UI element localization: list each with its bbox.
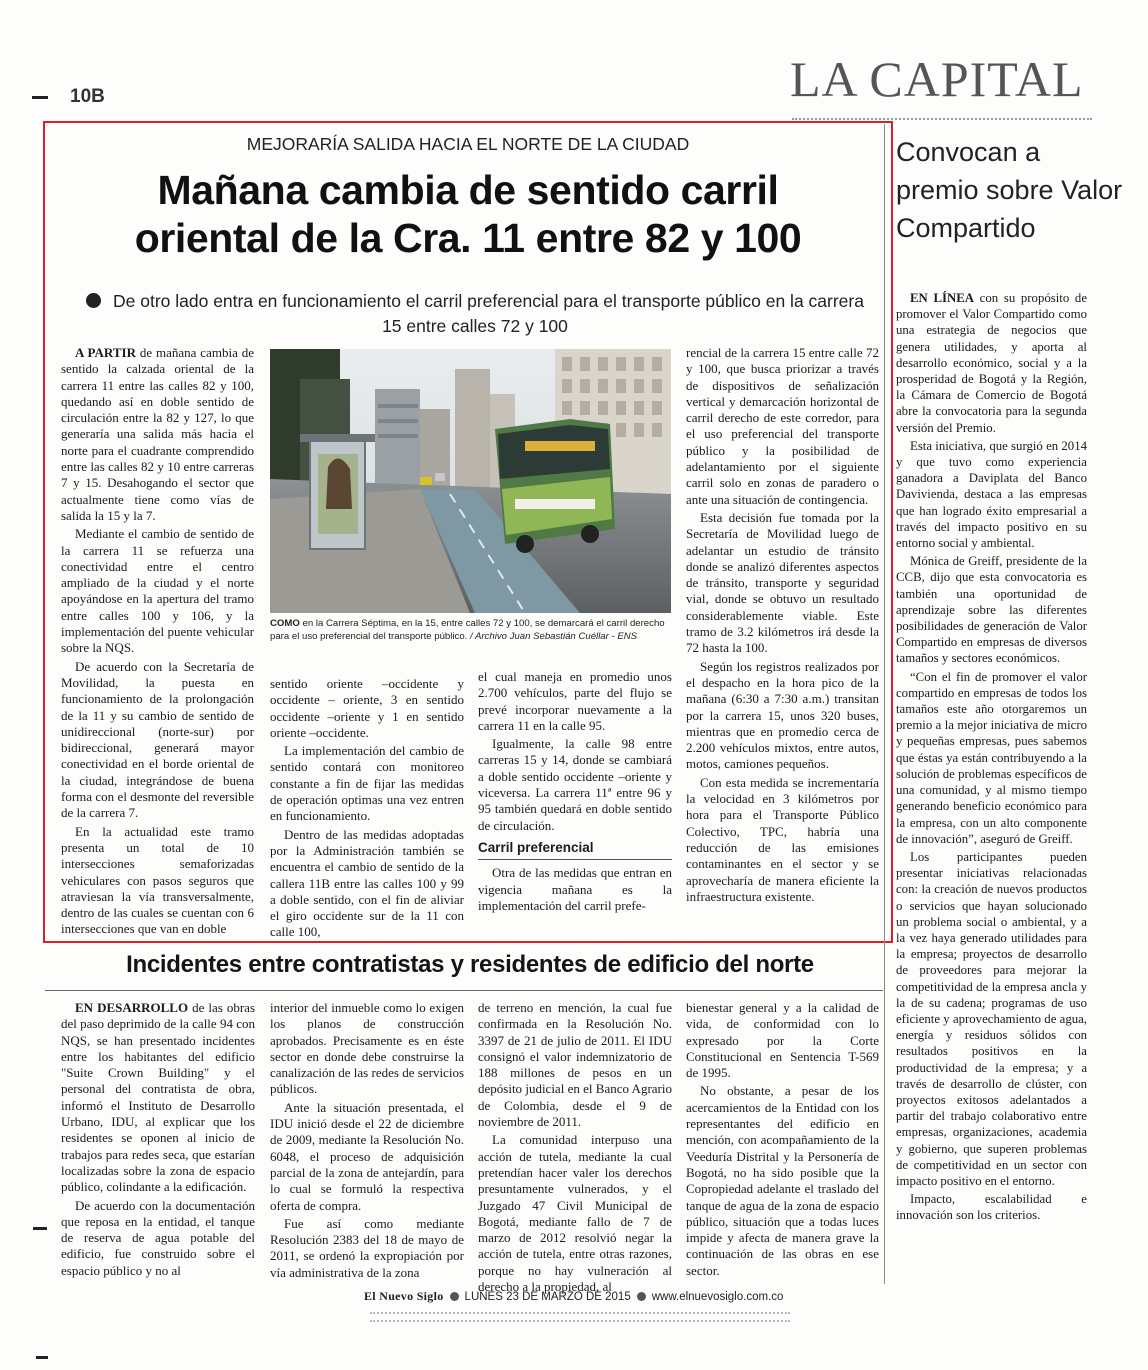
lead-in: EN LÍNEA: [910, 291, 974, 305]
headline-rule: [45, 990, 883, 991]
paragraph: Con esta medida se incrementaría la velocidad en 3 kilómetros por hora para el Transporte Público Colectivo, TPC, habría una reducción de las emisiones contaminantes en el sector y se aprovecharía de manera eficiente la infraestructura existente.: [686, 774, 879, 904]
paragraph: [896, 290, 1087, 436]
column-divider: [884, 124, 885, 1284]
page-number: 10B: [70, 86, 105, 107]
paragraph: “Con el fin de promover el valor compartido en empresas de todos los tamaños este año otorgaremos un premio a la mejor iniciativa de micro y pequeñas empresas, pues sabemos que éstas ya están contribuyendo a la solución de problemas específicos de una comunidad, y al mismo tiempo generando beneficio económico para la empresa, con un alto componente de innovación”, aseguró de Greiff.: [896, 669, 1087, 846]
section-masthead: LA CAPITAL: [790, 51, 1084, 107]
bus-lane-photo: [270, 349, 671, 613]
paragraph: [61, 345, 254, 524]
paragraph-text: de las obras del paso deprimido de la calle 94 con NQS, se han presentado incidentes entre los habitantes del edificio "Suite Crown Building" y el personal del contratista de obra, informó el Instituto de Desarrollo Urbano, IDU, al explicar que los residentes se oponen al inicio de trabajos para redes seca, que estarían localizadas sobre la zona de espacio público, colindante a la edificación.: [61, 1000, 255, 1195]
paragraph: interior del inmueble como lo exigen los planos de construcción aprobados. Precisamente es en éste sector en donde debe construirse la canalización de las redes de servicios públicos.: [270, 1000, 464, 1097]
second-article-headline: Incidentes entre contratistas y residentes de edificio del norte: [126, 951, 814, 978]
second-article-column-1: [61, 1000, 255, 1281]
paragraph: Impacto, escalabilidad e innovación son los criterios.: [896, 1192, 1087, 1223]
article-photo: [270, 349, 671, 613]
footer-brand: El Nuevo Siglo: [364, 1289, 444, 1303]
article-column-2: [270, 676, 464, 943]
second-article-column-3: [478, 1000, 672, 1297]
paragraph: Esta decisión fue tomada por la Secretaría de Movilidad luego de adelantar un estudio de tránsito donde se analizó diferentes aspectos de tránsito, transporte y seguridad vial, donde se obtuvo un resultado considerablemente viable. Este tramo de 3.2 kilómetros irá desde la 72 hasta la 100.: [686, 509, 879, 656]
footer-date: LUNES 23 DE MARZO DE 2015: [464, 1291, 631, 1303]
footer-url: www.elnuevosiglo.com.co: [651, 1291, 784, 1303]
bullet-icon: [86, 293, 101, 308]
paragraph: Dentro de las medidas adoptadas por la Administración también se encuentra el cambio de sentido de la callera 11B entre las calles 100 y 99 a doble sentido, con el fin de aliviar el giro occidente sur de la 11 con calle 100,: [270, 826, 464, 940]
paragraph: Mónica de Greiff, presidente de la CCB, dijo que esta convocatoria es también una oportunidad de aprendizaje sobre las diferentes posibilidades de generación de Valor Compartido en empresas de diversos tamaños y sectores económicos.: [896, 554, 1087, 666]
second-article-column-2: [270, 1000, 464, 1283]
sidebar-headline: Convocan a premio sobre Valor Compartido: [896, 137, 1123, 243]
paragraph: Mediante el cambio de sentido de la carrera 11 se refuerza una conectividad entre el centro ampliado de la ciudad y el norte apoyándose en la apertura del tramo entre calles 100 y 106, y la implementación del puente vehicular sobre la NQS.: [61, 526, 254, 656]
section-subheading: Carril preferencial: [478, 839, 594, 855]
bullet-icon: [450, 1292, 459, 1301]
margin-mark: [33, 1227, 47, 1230]
paragraph: Según los registros realizados por el despacho en la hora pico de la mañana (6:30 a 7:30 a.m.) transitan por la carrera 15, unos 320 buses, mientras que en promedio cerca de 2.200 vehículos mixtos, entre autos, motos, camiones pequeños.: [686, 658, 879, 772]
subhead-text: De otro lado entra en funcionamiento el carril preferencial para el transporte público en la carrera 15 entre calles 72 y 100: [113, 291, 864, 336]
paragraph: No obstante, a pesar de los acercamientos de la Entidad con los representantes del edificio en mención, con acompañamiento de la Veeduría Distrital y la Personería de Bogotá, no ha sido posible que la Copropiedad adelante el traslado del tanque de agua de la zona de espacio público, situación que a todas luces impide y afecta de manera grave la continuación de las obras en ese sector.: [686, 1083, 879, 1278]
paragraph: el cual maneja en promedio unos 2.700 vehículos, parte del flujo se prevé incorporar nuevamente a la carrera 11 en la calle 95.: [478, 669, 672, 733]
paragraph: de terreno en mención, la cual fue confirmada en la Resolución No. 3397 de 21 de julio de 2011. El IDU consignó el valor indemnizatorio de 188 millones de pesos en un depósito judicial en el Banco Agrario de Colombia, desde el 9 de noviembre de 2011.: [478, 1000, 672, 1130]
paragraph: Fue así como mediante Resolución 2383 del 18 de mayo de 2011, se ordenó la expropiación por vía administrativa de la zona: [270, 1215, 464, 1280]
paragraph: Esta iniciativa, que surgió en 2014 y que tuvo como experiencia ganadora a Daviplata del Banco Davivienda, destaca a las empresas que han logrado éxito empresarial a través del impacto positivo en su entorno social y ambiental.: [896, 438, 1087, 551]
article-kicker: MEJORARÍA SALIDA HACIA EL NORTE DE LA CIUDAD: [246, 134, 690, 154]
paragraph-text: con su propósito de promover el Valor Compartido como una estrategia de negocios que genera utilidades, y aporta al desarrollo económico, social y a la prosperidad de Bogotá y la Región, la Cámara de Comercio de Bogotá abre la convocatoria para la segunda versión del Premio.: [896, 291, 1087, 435]
lead-in: A PARTIR: [75, 345, 136, 360]
paragraph: De acuerdo con la documentación que reposa en la entidad, el tanque de reserva de agua potable del edificio, fue construido sobre el espacio público y no al: [61, 1197, 255, 1278]
lead-in: EN DESARROLLO: [75, 1000, 189, 1015]
article-headline: [55, 166, 881, 262]
paragraph: bienestar general y a la calidad de vida, de conformidad con lo expresado por la Corte Constitucional en Sentencia T-569 de 1995.: [686, 1000, 879, 1081]
article-column-1: [61, 345, 254, 940]
footer-faint-line: [370, 1312, 790, 1322]
paragraph-text: de mañana cambia de sentido la calzada oriental de la carrera 11 entre las calles 82 y 100, quedando así en doble sentido de circulación entre la 82 y 127, lo que generaría una salida más hacia el norte para el cuadrante comprendido entre las calles 82 y 10 entre carreras 7 y 15. Desahogando el sector que actualmente tiene como vías de salida la 15 y la 7.: [61, 345, 254, 523]
paragraph: En la actualidad este tramo presenta un total de 10 intersecciones semaforizadas vehiculares con pasos seguros que atraviesan la vía transversalmente, dentro de las cuales se cuentan con 6 intersecciones que van en doble: [61, 823, 254, 937]
paragraph: La implementación del cambio de sentido contará con monitoreo constante a fin de fijar las medidas de operación optimas una vez entren en funcionamiento.: [270, 743, 464, 824]
sidebar-column: [896, 290, 1087, 1226]
second-article-column-4: [686, 1000, 879, 1281]
margin-mark: [36, 1356, 48, 1359]
paragraph: La comunidad interpuso una acción de tutela, mediante la cual pretendían hacer valer los derechos presuntamente vulnerados, y el Juzgado 47 Civil Municipal de Bogotá, mediante fallo de 7 de marzo de 2012 resolvió negar la acción de tutela, entre otras razones, porque no hay vulneración al derecho a la propiedad, al: [478, 1132, 672, 1295]
paragraph: De acuerdo con la Secretaría de Movilidad, la puesta en funcionamiento de la prolongación de la 11 y su cambio de sentido de unidireccional (norte-sur) por bidireccional, generará mayor conectividad en el borde oriental de la ciudad, integrándose de buena forma con el desmonte del reversible de la carrera 7.: [61, 658, 254, 821]
paragraph: [61, 1000, 255, 1196]
masthead-rule: [792, 118, 1092, 120]
bullet-icon: [637, 1292, 646, 1301]
page-footer: [364, 1289, 783, 1304]
headline-line-1: Mañana cambia de sentido carril: [157, 167, 779, 213]
subheading-rule: [478, 859, 672, 860]
paragraph: Ante la situación presentada, el IDU inició desde el 22 de diciembre de 2009, mediante la Resolución No. 6048, el proceso de adquisición parcial de la zona de antejardín, para lo cual se formuló la respectiva oferta de compra.: [270, 1099, 464, 1213]
paragraph: Igualmente, la calle 98 entre carreras 15 y 14, donde se cambiará a doble sentido occidente –oriente y viceversa. La carrera 11ª entre 96 y 95 también quedará en doble sentido de circulación.: [478, 736, 672, 833]
photo-caption: [270, 617, 671, 643]
paragraph: sentido oriente –occidente y occidente – oriente, 3 en sentido occidente –oriente y 1 en sentido oriente –occidente.: [270, 676, 464, 740]
paragraph: rencial de la carrera 15 entre calle 72 y 100, que busca priorizar a través de dispositivos de señalización vertical y demarcación horizontal de carril derecho de este corredor, para el uso preferencial del transporte público y la posibilidad de adelantamiento por el siguiente carril solo en zonas de paradero o ante una situación de contingencia.: [686, 345, 879, 507]
caption-lead: COMO: [270, 618, 300, 629]
margin-mark: [32, 96, 48, 99]
caption-text: en la Carrera Séptima, en la 15, entre calles 72 y 100, se demarcará el carril derecho para el uso preferencial del transporte público.: [270, 618, 665, 642]
photo-credit: / Archivo Juan Sebastián Cuéllar - ENS: [467, 631, 638, 642]
paragraph: Otra de las medidas que entran en vigencia mañana es la implementación del carril prefe-: [478, 865, 672, 913]
article-column-3: [478, 669, 672, 916]
headline-line-2: oriental de la Cra. 11 entre 82 y 100: [134, 215, 802, 261]
article-column-4: [686, 345, 879, 907]
article-subhead: [80, 289, 870, 339]
paragraph: Los participantes pueden presentar iniciativas relacionadas con: la creación de nuevos productos o servicios que hayan solucionado un problema social o ambiental, y a la vez haya generado utilidades para la empresa; proyectos de desarrollo de proveedores para mejorar la competitividad de la empresa ancla y la de su cadena; programas de uso eficiente y aprovechamiento de agua, energía y residuos sólidos con resultados positivos en la productividad de la empresa; y a través de desarrollo de clúster, con proyectos exitosos adelantados a partir del trabajo colaborativo entre empresas, organizaciones, academia y gobierno, que superen problemas de competitividad en un sector con impacto positivo en el entorno.: [896, 849, 1087, 1188]
